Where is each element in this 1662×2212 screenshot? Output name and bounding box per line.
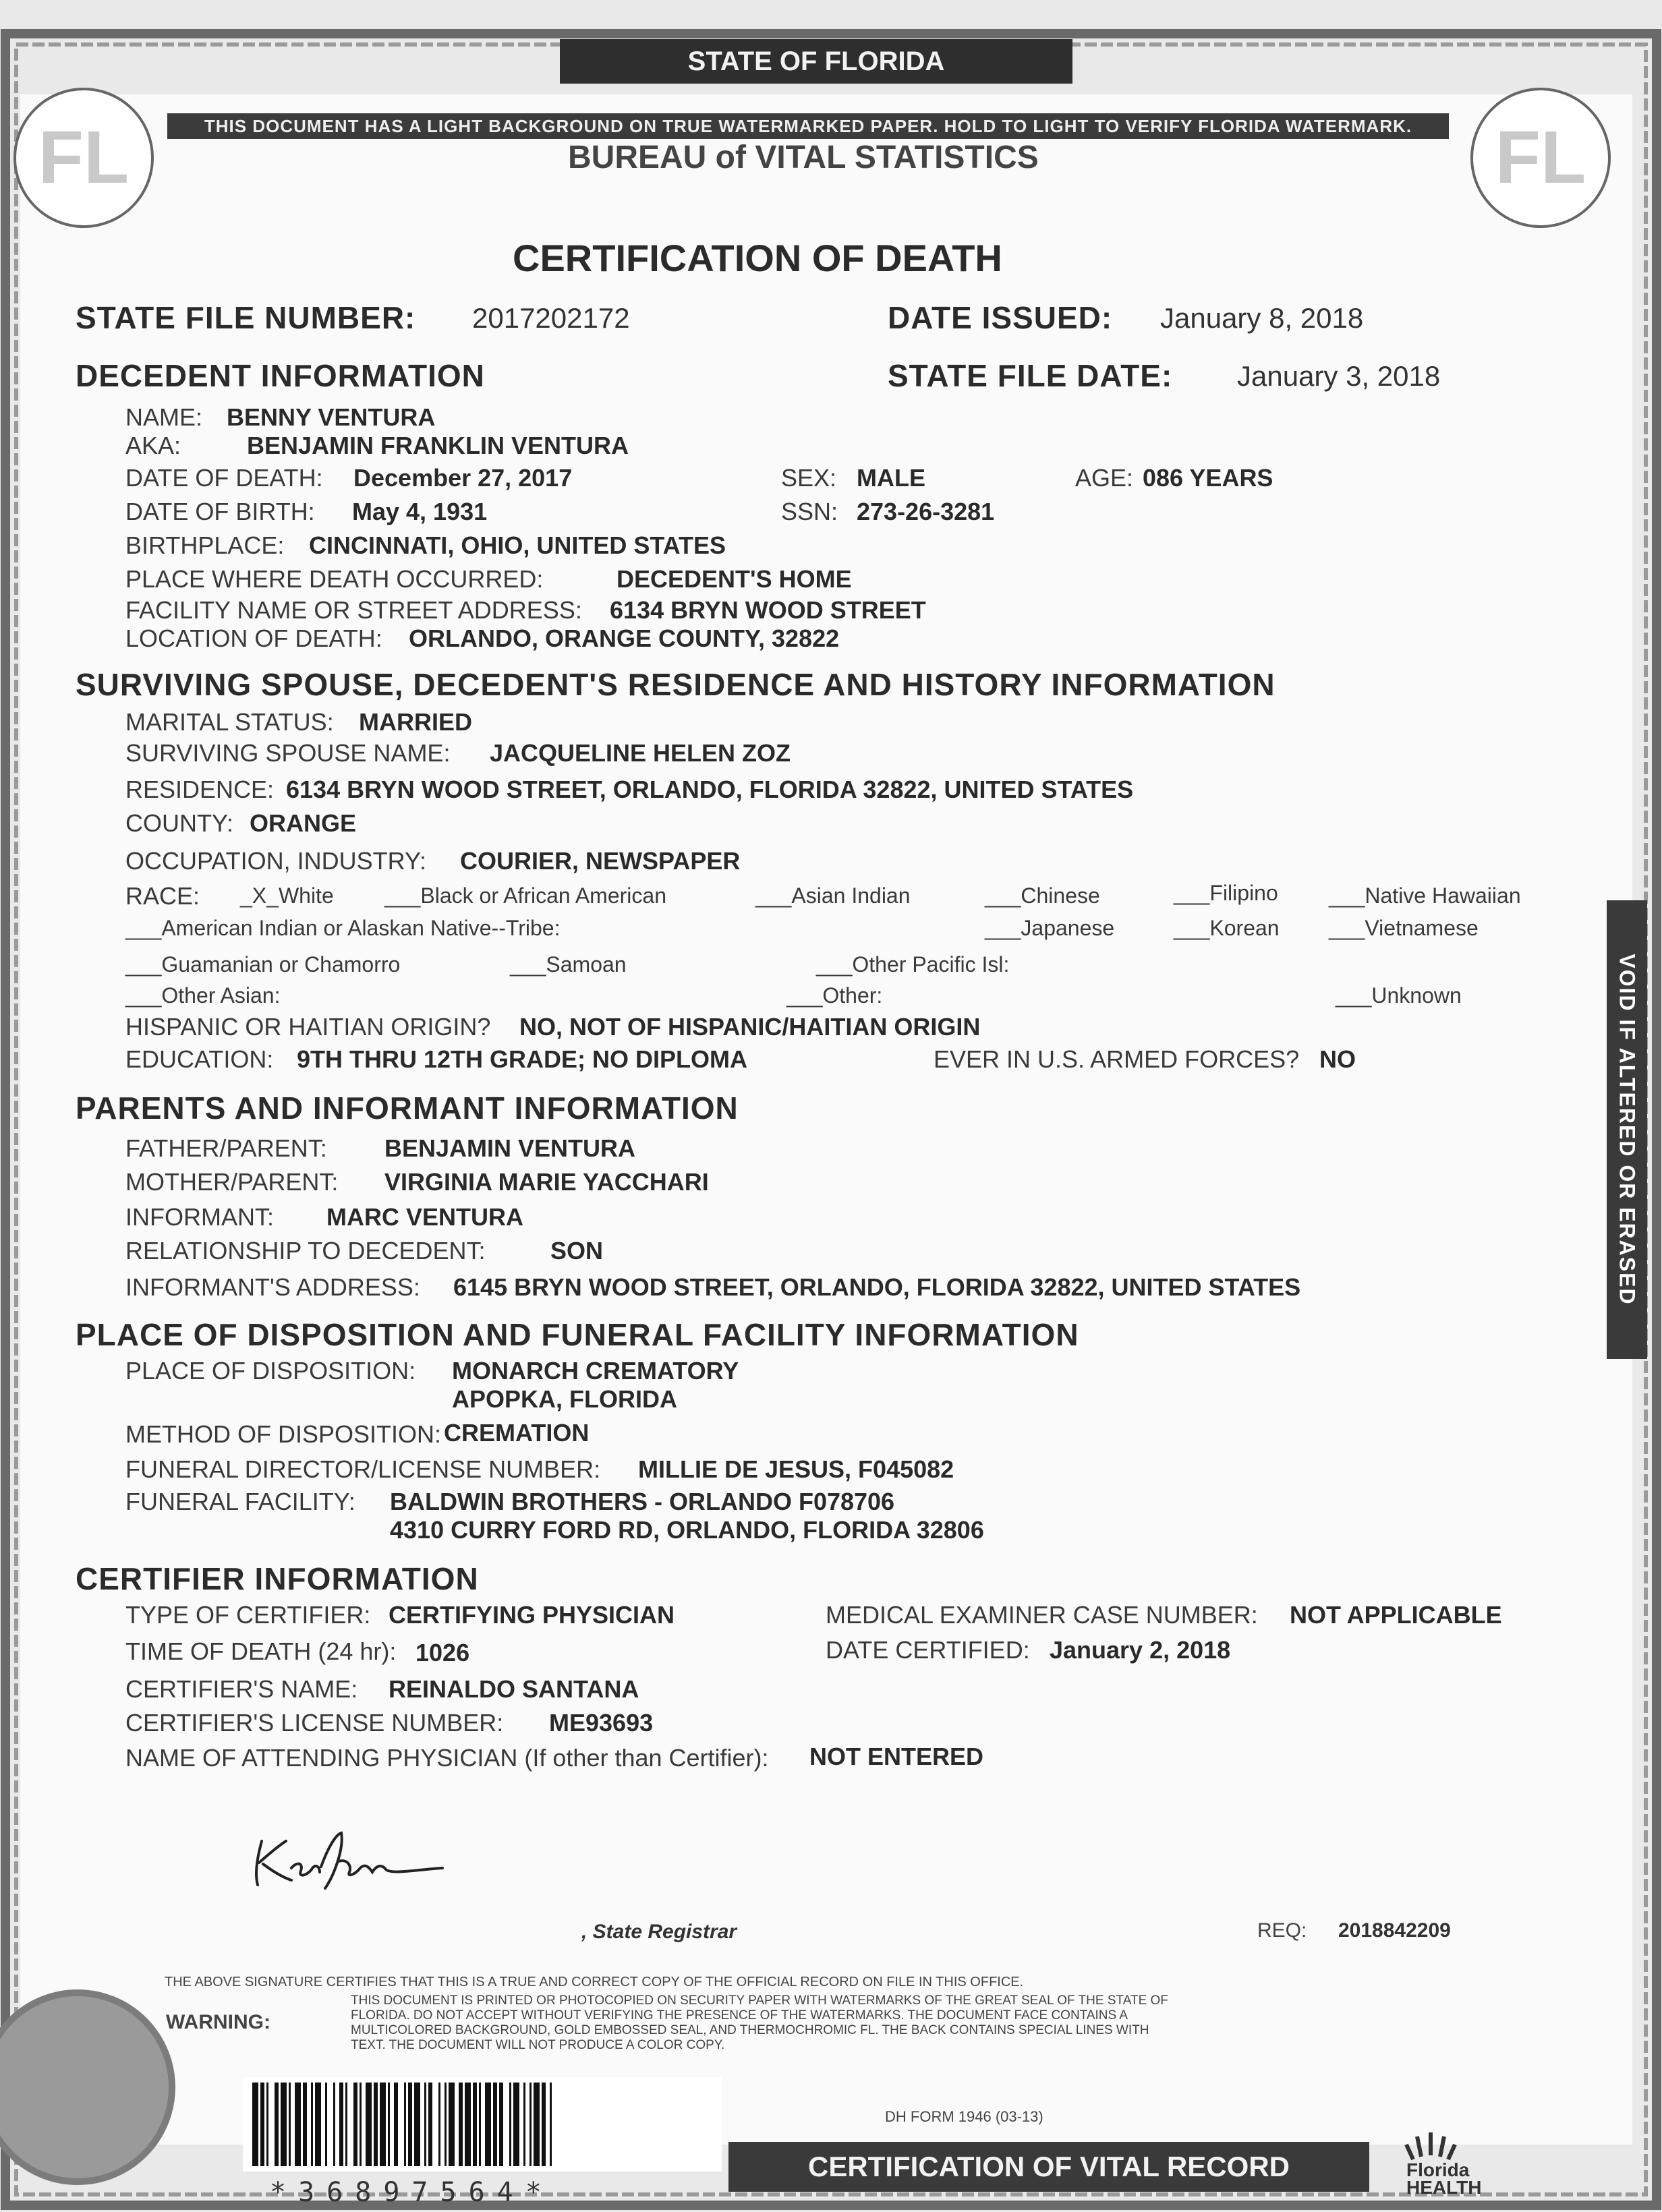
attending-value: NOT ENTERED xyxy=(809,1743,984,1770)
date-certified-label: DATE CERTIFIED: xyxy=(826,1636,1030,1664)
marital-status: MARRIED xyxy=(359,708,472,736)
method-label: METHOD OF DISPOSITION: xyxy=(125,1420,442,1448)
race-white: _X_White xyxy=(240,883,334,908)
fl-seal-right: FL xyxy=(1470,88,1611,228)
decedent-heading: DECEDENT INFORMATION xyxy=(76,358,485,393)
location-of-death: ORLANDO, ORANGE COUNTY, 32822 xyxy=(409,624,840,652)
disposition-place-label: PLACE OF DISPOSITION: xyxy=(125,1357,416,1385)
form-number: DH FORM 1946 (03-13) xyxy=(885,2108,1043,2125)
aka-label: AKA: xyxy=(125,432,181,459)
dod-label: DATE OF DEATH: xyxy=(125,464,323,492)
hispanic-label: HISPANIC OR HAITIAN ORIGIN? xyxy=(125,1013,491,1041)
certifier-license: ME93693 xyxy=(549,1709,654,1737)
date-issued-label: DATE ISSUED: xyxy=(888,300,1113,335)
occupation-label: OCCUPATION, INDUSTRY: xyxy=(125,847,427,875)
armed-forces-label: EVER IN U.S. ARMED FORCES? xyxy=(934,1045,1300,1073)
name-label: NAME: xyxy=(125,403,203,431)
certifier-name-label: CERTIFIER'S NAME: xyxy=(125,1675,358,1703)
date-of-death: December 27, 2017 xyxy=(353,464,573,492)
informant-address: 6145 BRYN WOOD STREET, ORLANDO, FLORIDA 32822, UNITED STATES xyxy=(453,1273,1301,1301)
informant-label: INFORMANT: xyxy=(125,1203,274,1231)
funeral-director: MILLIE DE JESUS, F045082 xyxy=(638,1455,954,1483)
occupation-value: COURIER, NEWSPAPER xyxy=(460,847,741,875)
birthplace-value: CINCINNATI, OHIO, UNITED STATES xyxy=(309,531,726,559)
warning-text: THIS DOCUMENT IS PRINTED OR PHOTOCOPIED ON SECURITY PAPER WITH WATERMARKS OF THE GREAT SEAL OF THE STATE OF FLORIDA. DO NOT ACCEPT WITHOUT VERIFYING THE PRESENCE OF THE WATERMARKS. THE DOCUMENT FACE CONTAINS A MULTICOLORED BACKGROUND, GOLD EMBOSSED SEAL, AND THERMOCHROMIC FL. THE BACK CONTAINS SPECIAL LINES WITH TEXT. THE DOCUMENT WILL NOT PRODUCE A COLOR COPY. xyxy=(351,1993,1168,2052)
warning-label: WARNING: xyxy=(166,2011,270,2033)
informant-name: MARC VENTURA xyxy=(326,1203,523,1231)
race-other-pacific: ___Other Pacific Isl: xyxy=(816,952,1010,977)
age-value: 086 YEARS xyxy=(1143,464,1273,492)
race-vietnamese: ___Vietnamese xyxy=(1329,916,1479,940)
certifier-heading: CERTIFIER INFORMATION xyxy=(76,1561,479,1596)
dob-label: DATE OF BIRTH: xyxy=(125,498,315,525)
age-label: AGE: xyxy=(1075,464,1134,492)
document-title: CERTIFICATION OF DEATH xyxy=(513,237,1002,279)
req-number: 2018842209 xyxy=(1338,1919,1451,1942)
date-issued: January 8, 2018 xyxy=(1160,302,1364,334)
state-file-number: 2017202172 xyxy=(472,302,630,334)
florida-health-text xyxy=(1406,2161,1481,2196)
funeral-facility-line1: BALDWIN BROTHERS - ORLANDO F078706 xyxy=(390,1488,895,1515)
sex-label: SEX: xyxy=(781,464,837,492)
race-american-indian: ___American Indian or Alaskan Native--Tribe: xyxy=(125,916,561,940)
race-other: ___Other: xyxy=(786,983,883,1008)
parents-heading: PARENTS AND INFORMANT INFORMATION xyxy=(76,1090,739,1126)
armed-forces-value: NO xyxy=(1319,1045,1356,1073)
race-asian-indian: ___Asian Indian xyxy=(755,883,911,908)
void-strip xyxy=(1607,900,1647,1359)
certifier-type-label: TYPE OF CERTIFIER: xyxy=(125,1601,371,1629)
race-chinese: ___Chinese xyxy=(985,883,1100,908)
certifier-type: CERTIFYING PHYSICIAN xyxy=(389,1601,675,1629)
location-label: LOCATION OF DEATH: xyxy=(125,624,382,652)
disposition-heading: PLACE OF DISPOSITION AND FUNERAL FACILITY INFORMATION xyxy=(76,1317,1079,1352)
void-text: VOID IF ALTERED OR ERASED xyxy=(1615,954,1640,1306)
disposition-place-line2: APOPKA, FLORIDA xyxy=(452,1385,678,1413)
place-of-death-label: PLACE WHERE DEATH OCCURRED: xyxy=(125,565,544,593)
certifier-license-label: CERTIFIER'S LICENSE NUMBER: xyxy=(125,1709,504,1737)
race-samoan: ___Samoan xyxy=(510,952,627,977)
race-korean: ___Korean xyxy=(1174,916,1280,940)
race-black: ___Black or African American xyxy=(384,883,666,908)
disposition-place-line1: MONARCH CREMATORY xyxy=(452,1357,739,1385)
date-certified: January 2, 2018 xyxy=(1050,1636,1231,1664)
residence-value: 6134 BRYN WOOD STREET, ORLANDO, FLORIDA 32822, UNITED STATES xyxy=(286,776,1134,803)
attending-label: NAME OF ATTENDING PHYSICIAN (If other than Certifier): xyxy=(125,1744,769,1772)
certifier-name: REINALDO SANTANA xyxy=(389,1675,639,1703)
state-file-number-label: STATE FILE NUMBER: xyxy=(76,300,416,335)
barcode xyxy=(243,2077,722,2172)
sex-value: MALE xyxy=(857,464,925,492)
certification-statement: THE ABOVE SIGNATURE CERTIFIES THAT THIS IS A TRUE AND CORRECT COPY OF THE OFFICIAL RECORD ON FILE IN THIS OFFICE. xyxy=(165,1975,1024,1989)
spouse-name-label: SURVIVING SPOUSE NAME: xyxy=(125,739,451,767)
relationship-value: SON xyxy=(550,1237,604,1264)
birthplace-label: BIRTHPLACE: xyxy=(125,531,285,559)
relationship-label: RELATIONSHIP TO DECEDENT: xyxy=(125,1237,486,1264)
mother-name: VIRGINIA MARIE YACCHARI xyxy=(384,1168,709,1196)
race-unknown: ___Unknown xyxy=(1336,983,1462,1008)
race-label: RACE: xyxy=(125,882,200,910)
spouse-name: JACQUELINE HELEN ZOZ xyxy=(490,739,791,767)
race-native-hawaiian: ___Native Hawaiian xyxy=(1329,883,1521,908)
method-value: CREMATION xyxy=(444,1419,590,1447)
education-label: EDUCATION: xyxy=(125,1045,274,1073)
funeral-facility-label: FUNERAL FACILITY: xyxy=(125,1488,355,1515)
vital-record-bar: CERTIFICATION OF VITAL RECORD xyxy=(728,2142,1369,2192)
race-filipino: ___Filipino xyxy=(1174,881,1278,905)
barcode-number: *36897564* xyxy=(270,2177,554,2208)
decedent-name: BENNY VENTURA xyxy=(227,403,436,431)
county-label: COUNTY: xyxy=(125,809,234,837)
time-of-death: 1026 xyxy=(416,1639,470,1666)
fl-seal-left: FL xyxy=(13,88,154,228)
me-case-number: NOT APPLICABLE xyxy=(1290,1601,1502,1629)
marital-label: MARITAL STATUS: xyxy=(125,708,334,736)
facility-address: 6134 BRYN WOOD STREET xyxy=(610,596,926,624)
time-of-death-label: TIME OF DEATH (24 hr): xyxy=(125,1637,397,1665)
ssn-value: 273-26-3281 xyxy=(857,498,995,525)
education-value: 9TH THRU 12TH GRADE; NO DIPLOMA xyxy=(297,1045,748,1073)
spouse-heading: SURVIVING SPOUSE, DECEDENT'S RESIDENCE AND HISTORY INFORMATION xyxy=(76,667,1276,702)
state-file-date-label: STATE FILE DATE: xyxy=(888,358,1173,393)
req-label: REQ: xyxy=(1257,1919,1307,1942)
place-of-death: DECEDENT'S HOME xyxy=(617,565,852,593)
state-banner: STATE OF FLORIDA xyxy=(560,39,1072,84)
residence-label: RESIDENCE: xyxy=(125,776,275,803)
ssn-label: SSN: xyxy=(781,498,838,525)
informant-address-label: INFORMANT'S ADDRESS: xyxy=(125,1273,420,1301)
mother-label: MOTHER/PARENT: xyxy=(125,1168,339,1196)
decedent-aka: BENJAMIN FRANKLIN VENTURA xyxy=(247,432,629,459)
logo-line-2: HEALTH xyxy=(1406,2177,1482,2198)
state-registrar: , State Registrar xyxy=(581,1921,737,1943)
registrar-signature xyxy=(250,1821,452,1895)
bureau-title: BUREAU of VITAL STATISTICS xyxy=(568,140,1039,175)
father-label: FATHER/PARENT: xyxy=(125,1134,327,1162)
state-file-date: January 3, 2018 xyxy=(1237,360,1441,392)
father-name: BENJAMIN VENTURA xyxy=(384,1134,636,1162)
race-guamanian: ___Guamanian or Chamorro xyxy=(125,952,401,977)
race-japanese: ___Japanese xyxy=(985,916,1115,940)
race-other-asian: ___Other Asian: xyxy=(125,983,281,1008)
me-case-label: MEDICAL EXAMINER CASE NUMBER: xyxy=(826,1601,1258,1629)
funeral-facility-line2: 4310 CURRY FORD RD, ORLANDO, FLORIDA 32806 xyxy=(390,1516,984,1544)
funeral-director-label: FUNERAL DIRECTOR/LICENSE NUMBER: xyxy=(125,1455,601,1483)
date-of-birth: May 4, 1931 xyxy=(352,498,488,525)
logo-line-1: Florida xyxy=(1406,2159,1470,2180)
hispanic-value: NO, NOT OF HISPANIC/HAITIAN ORIGIN xyxy=(519,1013,981,1041)
facility-label: FACILITY NAME OR STREET ADDRESS: xyxy=(125,596,582,624)
watermark-notice: THIS DOCUMENT HAS A LIGHT BACKGROUND ON TRUE WATERMARKED PAPER. HOLD TO LIGHT TO VERIFY FLORIDA WATERMARK. xyxy=(167,113,1449,139)
county-value: ORANGE xyxy=(250,809,357,837)
